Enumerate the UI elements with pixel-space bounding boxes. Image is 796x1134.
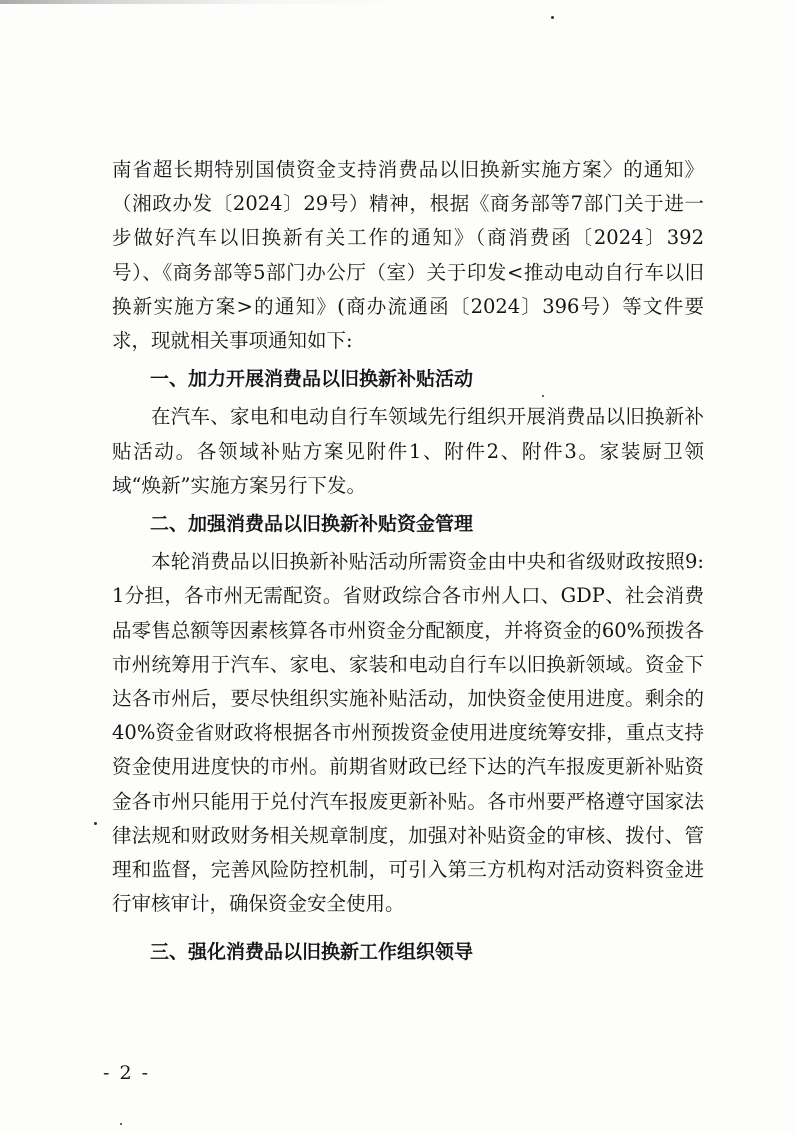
scan-top-edge (0, 0, 796, 4)
page-number: - 2 - (103, 1062, 151, 1084)
section-heading-3: 三、强化消费品以旧换新工作组织领导 (150, 941, 474, 964)
scan-speck (551, 16, 554, 19)
section-heading-2: 二、加强消费品以旧换新补贴资金管理 (150, 513, 474, 536)
scan-speck (120, 1123, 122, 1125)
scan-speck (542, 395, 544, 397)
document-body (112, 153, 704, 974)
paragraph-continuation: 南省超长期特别国债资金支持消费品以旧换新实施方案〉的通知》（湘政办发〔2024〕29号）精神，根据《商务部等7部门关于进一步做好汽车以旧换新有关工作的通知》（商消费函〔2024〕392号）、《商务部等5部门办公厅（室）关于印发<推动电动自行车以旧换新实施方案>的通知》(商办流通函〔2024〕396号）等文件要求，现就相关事项通知如下: (112, 158, 704, 353)
section-heading-1: 一、加力开展消费品以旧换新补贴活动 (150, 368, 474, 391)
paragraph-fund-management: 本轮消费品以旧换新补贴活动所需资金由中央和省级财政按照9: 1分担，各市州无需配资。省财政综合各市州人口、GDP、社会消费品零售总额等因素核算各市州资金分配额度，并将资金的60%预拨各市州统筹用于汽车、家电、家装和电动自行车以旧换新领域。资金下达各市州后，要尽快组织实施补贴活动，加快资金使用进度。剩余的40%资金省财政将根据各市州预拨资金使用进度统筹安排，重点支持资金使用进度快的市州。前期省财政已经下达的汽车报废更新补贴资金各市州只能用于兑付汽车报废更新补贴。各市州要严格遵守国家法律法规和财政财务相关规章制度，加强对补贴资金的审核、拨付、管理和监督，完善风险防控机制，可引入第三方机构对活动资料资金进行审核审计，确保资金安全使用。 (112, 550, 704, 916)
scan-speck (94, 822, 97, 825)
paragraph-subsidy-activities: 在汽车、家电和电动自行车领域先行组织开展消费品以旧换新补贴活动。各领域补贴方案见附件1、附件2、附件3。家装厨卫领域“焕新”实施方案另行下发。 (112, 405, 704, 497)
